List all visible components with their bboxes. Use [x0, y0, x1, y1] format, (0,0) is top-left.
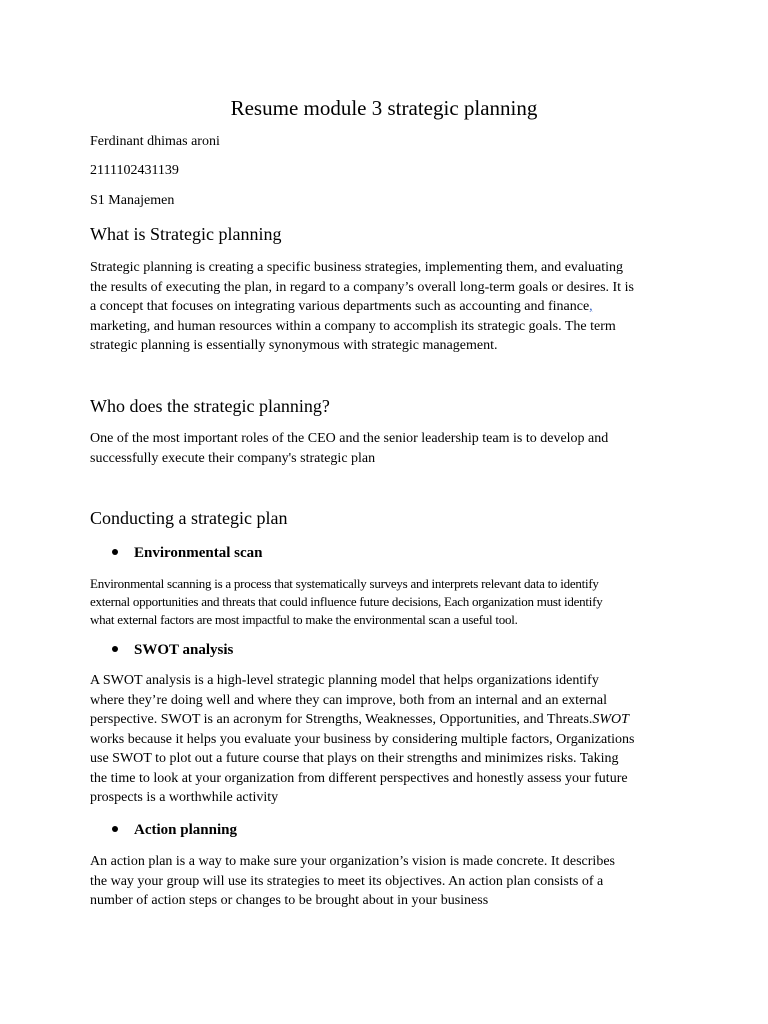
paragraph-environmental-scan — [90, 575, 690, 629]
paragraph-line: A SWOT analysis is a high-level strategic planning model that helps organizations identify — [90, 673, 599, 688]
bullet-icon — [112, 549, 118, 555]
heading-what-is: What is Strategic planning — [90, 224, 282, 244]
paragraph-line: what external factors are most impactful to make the environmental scan a useful tool. — [90, 612, 518, 627]
document-title: Resume module 3 strategic planning — [230, 96, 538, 120]
bullet-action-planning: Action planning — [112, 820, 237, 840]
paragraph-action-planning — [90, 852, 690, 911]
paragraph-who-does — [90, 429, 690, 468]
paragraph-swot — [90, 671, 690, 808]
author-name: Ferdinant dhimas aroni — [90, 134, 220, 149]
paragraph-line: prospects is a worthwhile activity — [90, 790, 279, 805]
student-id: 2111102431139 — [90, 163, 179, 178]
paragraph-line: marketing, and human resources within a company to accomplish its strategic goals. The term — [90, 318, 616, 334]
paragraph-line: the time to look at your organization from different perspectives and honestly assess your future — [90, 770, 628, 786]
bullet-environmental-scan: Environmental scan — [112, 543, 263, 563]
swot-italic: SWOT — [592, 712, 629, 727]
bullet-icon — [112, 826, 118, 832]
paragraph-line: An action plan is a way to make sure your organization’s vision is made concrete. It describes — [90, 854, 615, 869]
paragraph-line: the results of executing the plan, in regard to a company’s overall long-term goals or desires. It is — [90, 279, 634, 295]
paragraph-line: perspective. SWOT is an acronym for Strengths, Weaknesses, Opportunities, and Threats.SWOT — [90, 712, 629, 727]
edit-mark: , — [589, 299, 593, 314]
heading-who-does: Who does the strategic planning? — [90, 396, 330, 416]
paragraph-line: use SWOT to plot out a future course that plays on their strengths and minimizes risks. Taking — [90, 751, 619, 766]
paragraph-what-is — [90, 258, 690, 356]
paragraph-line: One of the most important roles of the CEO and the senior leadership team is to develop and — [90, 431, 609, 446]
paragraph-line: number of action steps or changes to be brought about in your business — [90, 893, 489, 908]
paragraph-line: strategic planning is essentially synonymous with strategic management. — [90, 338, 498, 353]
bullet-icon — [112, 646, 118, 652]
paragraph-line: where they’re doing well and where they can improve, both from an internal and an external — [90, 692, 608, 708]
study-program: S1 Manajemen — [90, 193, 175, 208]
paragraph-line: the way your group will use its strategies to meet its objectives. An action plan consists of a — [90, 873, 604, 889]
heading-conducting: Conducting a strategic plan — [90, 508, 288, 528]
paragraph-line: Environmental scanning is a process that systematically surveys and interprets relevant data to identify — [90, 576, 599, 591]
paragraph-line: successfully execute their company's strategic plan — [90, 450, 376, 466]
bullet-swot-analysis: SWOT analysis — [112, 640, 233, 660]
paragraph-line: a concept that focuses on integrating various departments such as accounting and finance, — [90, 299, 593, 314]
paragraph-line: Strategic planning is creating a specific business strategies, implementing them, and evaluating — [90, 260, 624, 275]
paragraph-line: works because it helps you evaluate your business by considering multiple factors, Organizations — [90, 731, 635, 747]
paragraph-line: external opportunities and threats that could influence future decisions, Each organization must identify — [90, 594, 603, 609]
